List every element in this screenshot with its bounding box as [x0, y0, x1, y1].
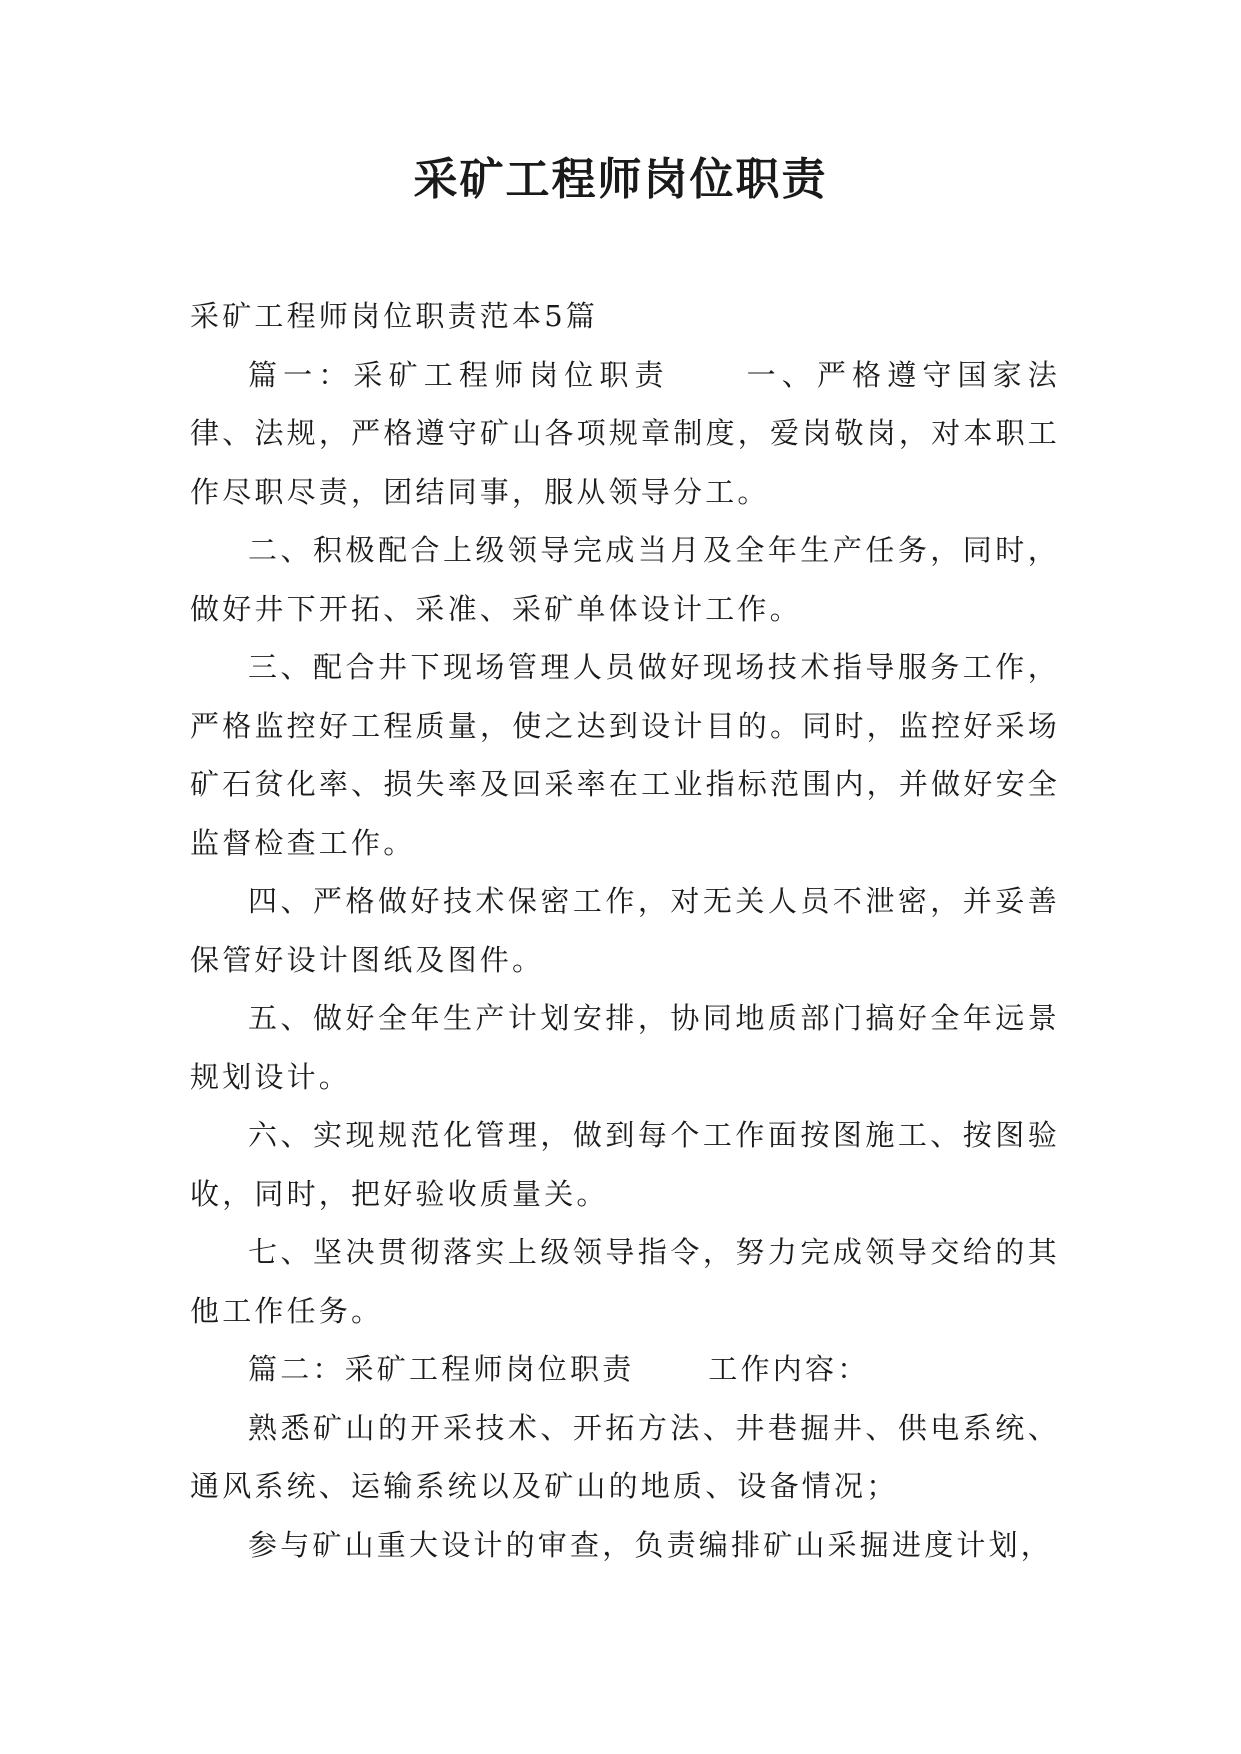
- paragraph-9: 熟悉矿山的开采技术、开拓方法、井巷掘井、供电系统、通风系统、运输系统以及矿山的地质、设备情况；: [190, 1410, 1060, 1503]
- paragraph-text: 一、严格遵守国家法律、法规，严格遵守矿山各项规章制度，爱岗敬岗，对本职工作尽职尽责，团结同事，服从领导分工。: [190, 357, 1060, 509]
- paragraph-3: 三、配合井下现场管理人员做好现场技术指导服务工作，严格监控好工程质量，使之达到设计目的。同时，监控好采场矿石贫化率、损失率及回采率在工业指标范围内，并做好安全监督检查工作。: [190, 650, 1060, 860]
- paragraph-text: 工作内容：: [708, 1352, 870, 1386]
- paragraph-5: 五、做好全年生产计划安排，协同地质部门搞好全年远景规划设计。: [190, 1001, 1060, 1094]
- paragraph-1: [190, 346, 1060, 522]
- paragraph-6: 六、实现规范化管理，做到每个工作面按图施工、按图验收，同时，把好验收质量关。: [190, 1118, 1060, 1211]
- document-title: 采矿工程师岗位职责: [413, 154, 828, 205]
- paragraph-7: 七、坚决贯彻落实上级领导指令，努力完成领导交给的其他工作任务。: [190, 1235, 1060, 1328]
- section-lead-1: 篇一：采矿工程师岗位职责: [248, 357, 670, 392]
- document-subtitle: 采矿工程师岗位职责范本5篇: [190, 299, 599, 333]
- section-lead-2: 篇二：采矿工程师岗位职责: [248, 1352, 635, 1386]
- paragraph-8: [190, 1340, 1060, 1399]
- paragraph-10: 参与矿山重大设计的审查，负责编排矿山采掘进度计划，: [248, 1527, 1054, 1562]
- paragraph-2: 二、积极配合上级领导完成当月及全年生产任务，同时，做好井下开拓、采准、采矿单体设计工作。: [190, 533, 1060, 626]
- paragraph-4: 四、严格做好技术保密工作，对无关人员不泄密，并妥善保管好设计图纸及图件。: [190, 884, 1060, 977]
- document-body: [190, 287, 1060, 1574]
